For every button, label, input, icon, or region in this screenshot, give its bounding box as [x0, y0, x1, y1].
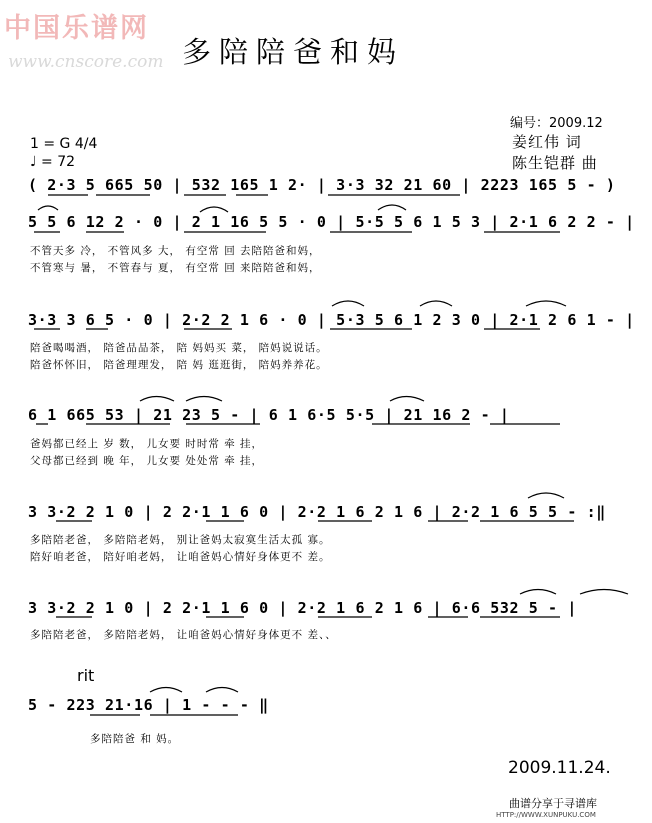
lyric-line-4b: 父母都已经到 晚 年， 儿女要 处处常 牵 挂， — [30, 455, 264, 467]
share-text: 曲谱分享于寻谱库 — [509, 797, 597, 810]
lyric-line-3a: 陪爸喝喝酒， 陪爸品品茶， 陪 妈妈买 菜， 陪妈说说话。 — [30, 342, 328, 354]
score-line-5: 3 3·2 2 1 0 | 2 2·1 1 6 0 | 2·2 1 6 2 1 6 | 2·2 1 6 5 5 - :‖ — [28, 503, 606, 521]
score-line-3: 3·3 3 6 5 · 0 | 2·2 2 1 6 · 0 | 5·3 5 6 1 2 3 0 | 2·1 2 6 1 - | — [28, 311, 635, 329]
lyric-line-3b: 陪爸怀怀旧， 陪爸理理发， 陪 妈 逛逛街， 陪妈养养花。 — [30, 359, 328, 371]
lyric-line-7: 多陪陪爸 和 妈。 — [90, 733, 180, 745]
lyric-line-2a: 不管天多 冷， 不管风多 大， 有空常 回 去陪陪爸和妈， — [30, 245, 321, 257]
watermark-logo: 中国乐谱网 — [4, 13, 149, 44]
score-line-intro: ( 2·3 5 665 50 | 532 165 1 2· | 3·3 32 21 60 | 2223 165 5 - ) — [28, 176, 616, 194]
score-line-6: 3 3·2 2 1 0 | 2 2·1 1 6 0 | 2·2 1 6 2 1 6 | 6·6 532 5 - | — [28, 599, 577, 617]
lyricist-credit: 姜红伟 词 — [512, 133, 582, 151]
share-url[interactable]: HTTP://WWW.XUNPUKU.COM — [496, 811, 596, 819]
score-line-4: 6 1 665 53 | 21 23 5 - | 6 1 6·5 5·5 | 21 16 2 - | — [28, 406, 510, 424]
lyric-line-4a: 爸妈都已经上 岁 数， 儿女要 时时常 牵 挂， — [30, 438, 264, 450]
composer-credit: 陈生铠群 曲 — [512, 154, 598, 172]
lyric-line-2b: 不管寒与 暑， 不管春与 夏， 有空常 回 来陪陪爸和妈， — [30, 262, 321, 274]
tempo-marking: ♩ = 72 — [30, 154, 76, 170]
watermark-url: www.cnscore.com — [8, 52, 164, 72]
completion-date: 2009.11.24. — [508, 758, 611, 778]
lyric-line-5a: 多陪陪老爸， 多陪陪老妈， 别让爸妈太寂寞生活太孤 寡。 — [30, 534, 331, 546]
key-signature: 1 = G 4/4 — [30, 136, 98, 152]
lyric-line-5b: 陪好咱老爸， 陪好咱老妈， 让咱爸妈心情好身体更不 差。 — [30, 551, 331, 563]
score-line-7: 5 - 223 21·16 | 1 - - - ‖ — [28, 696, 269, 714]
ritardando-marking: rit — [77, 666, 95, 685]
serial-number: 编号：2009.12 — [510, 116, 603, 131]
lyric-line-6: 多陪陪老爸， 多陪陪老妈， 让咱爸妈心情好身体更不 差、、 — [30, 629, 337, 641]
score-line-2: 5 5 6 12 2 · 0 | 2 1 16 5 5 · 0 | 5·5 5 6 1 5 3 | 2·1 6 2 2 - | — [28, 213, 635, 231]
song-title: 多陪陪爸和妈 — [182, 35, 405, 69]
